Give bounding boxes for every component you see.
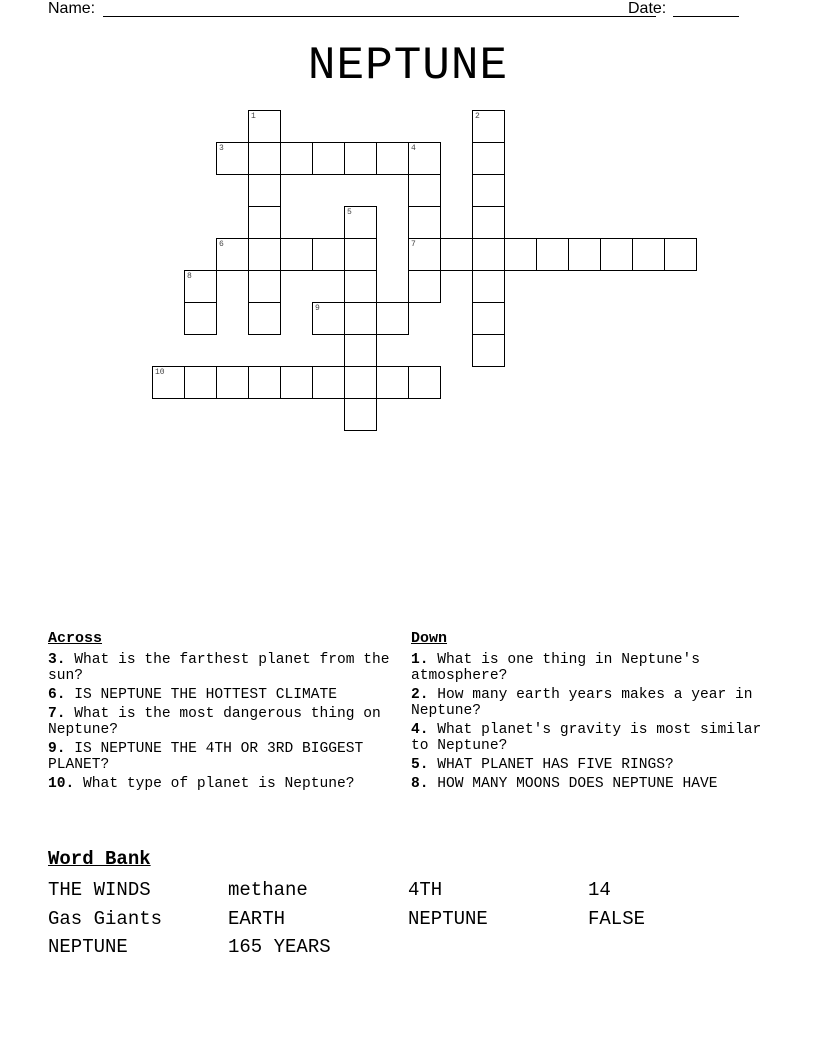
clue-across-9: 9. IS NEPTUNE THE 4TH OR 3RD BIGGEST PLANET? — [48, 741, 364, 773]
crossword-cell[interactable] — [472, 206, 505, 239]
crossword-cell[interactable] — [408, 206, 441, 239]
clue-down-1: 1. What is one thing in Neptune's atmosphere? — [411, 652, 701, 684]
word-bank-heading: Word Bank — [48, 848, 151, 870]
crossword-cell[interactable] — [248, 302, 281, 335]
crossword-cell[interactable] — [248, 110, 281, 143]
crossword-cell[interactable] — [280, 142, 313, 175]
crossword-cell[interactable] — [536, 238, 569, 271]
clue-across-6: 6. IS NEPTUNE THE HOTTEST CLIMATE — [48, 687, 338, 703]
crossword-cell[interactable] — [472, 270, 505, 303]
word-bank — [48, 848, 768, 962]
crossword-cell[interactable] — [600, 238, 633, 271]
crossword-cell[interactable] — [408, 366, 441, 399]
clue-number: 5 — [347, 208, 352, 217]
crossword-cell[interactable] — [184, 302, 217, 335]
crossword-cell[interactable] — [216, 142, 249, 175]
across-clues — [48, 631, 398, 795]
crossword-cell[interactable] — [248, 174, 281, 207]
crossword-cell[interactable] — [184, 270, 217, 303]
crossword-cell[interactable] — [472, 334, 505, 367]
word-bank-item: NEPTUNE — [48, 936, 128, 958]
crossword-cell[interactable] — [344, 142, 377, 175]
crossword-cell[interactable] — [344, 206, 377, 239]
clue-down-8: 8. HOW MANY MOONS DOES NEPTUNE HAVE — [411, 776, 718, 792]
crossword-cell[interactable] — [312, 366, 345, 399]
crossword-cell[interactable] — [664, 238, 697, 271]
word-bank-item: methane — [228, 879, 308, 901]
word-bank-item: THE WINDS — [48, 879, 151, 901]
page-title: NEPTUNE — [307, 40, 509, 92]
clue-number: 4 — [411, 144, 416, 153]
crossword-cell[interactable] — [408, 238, 441, 271]
across-heading: Across — [48, 630, 103, 647]
crossword-cell[interactable] — [280, 238, 313, 271]
crossword-cell[interactable] — [344, 366, 377, 399]
clue-down-5: 5. WHAT PLANET HAS FIVE RINGS? — [411, 757, 674, 773]
crossword-cell[interactable] — [248, 366, 281, 399]
crossword-cell[interactable] — [152, 366, 185, 399]
crossword-cell[interactable] — [248, 206, 281, 239]
down-heading: Down — [411, 630, 448, 647]
crossword-cell[interactable] — [408, 270, 441, 303]
word-bank-item: 4TH — [408, 879, 443, 901]
crossword-cell[interactable] — [408, 142, 441, 175]
crossword-cell[interactable] — [248, 142, 281, 175]
word-bank-item: EARTH — [228, 907, 286, 930]
clue-number: 9 — [315, 304, 320, 313]
clue-down-2: 2. How many earth years makes a year in Neptune? — [411, 687, 753, 719]
crossword-cell[interactable] — [472, 110, 505, 143]
crossword-cell[interactable] — [344, 398, 377, 431]
crossword-cell[interactable] — [376, 142, 409, 175]
crossword-cell[interactable] — [312, 142, 345, 175]
clue-number: 1 — [251, 112, 256, 121]
word-bank-item: 165 YEARS — [228, 936, 331, 958]
crossword-cell[interactable] — [216, 366, 249, 399]
crossword-cell[interactable] — [376, 366, 409, 399]
crossword-cell[interactable] — [472, 174, 505, 207]
crossword-cell[interactable] — [344, 270, 377, 303]
clue-number: 6 — [219, 240, 224, 249]
clue-across-10: 10. What type of planet is Neptune? — [48, 776, 355, 792]
name-label: Name: — [48, 0, 96, 17]
crossword-cell[interactable] — [504, 238, 537, 271]
crossword-cell[interactable] — [472, 238, 505, 271]
clue-number: 8 — [187, 272, 192, 281]
clue-across-7: 7. What is the most dangerous thing on Neptune? — [48, 706, 381, 738]
crossword-cell[interactable] — [344, 334, 377, 367]
crossword-cell[interactable] — [184, 366, 217, 399]
crossword-cell[interactable] — [344, 302, 377, 335]
crossword-cell[interactable] — [312, 302, 345, 335]
clue-number: 2 — [475, 112, 480, 121]
word-bank-item: NEPTUNE — [408, 907, 488, 930]
crossword-cell[interactable] — [248, 270, 281, 303]
down-clues — [411, 631, 771, 795]
clue-number: 7 — [411, 240, 416, 249]
crossword-cell[interactable] — [248, 238, 281, 271]
crossword-cell[interactable] — [568, 238, 601, 271]
word-bank-item: FALSE — [588, 907, 646, 930]
word-bank-item: Gas Giants — [48, 907, 163, 930]
clue-number: 10 — [155, 368, 165, 377]
date-label: Date: — [628, 0, 667, 17]
crossword-cell[interactable] — [632, 238, 665, 271]
word-bank-item: 14 — [588, 879, 611, 901]
clue-across-3: 3. What is the farthest planet from the sun? — [48, 652, 390, 684]
crossword-cell[interactable] — [408, 174, 441, 207]
crossword-cell[interactable] — [344, 238, 377, 271]
crossword-cell[interactable] — [280, 366, 313, 399]
crossword-cell[interactable] — [472, 142, 505, 175]
crossword-cell[interactable] — [376, 302, 409, 335]
crossword-cell[interactable] — [472, 302, 505, 335]
crossword-cell[interactable] — [216, 238, 249, 271]
clue-number: 3 — [219, 144, 224, 153]
crossword-cell[interactable] — [312, 238, 345, 271]
crossword-grid — [0, 0, 816, 440]
clue-down-4: 4. What planet's gravity is most similar to Neptune? — [411, 722, 762, 754]
crossword-cell[interactable] — [440, 238, 473, 271]
